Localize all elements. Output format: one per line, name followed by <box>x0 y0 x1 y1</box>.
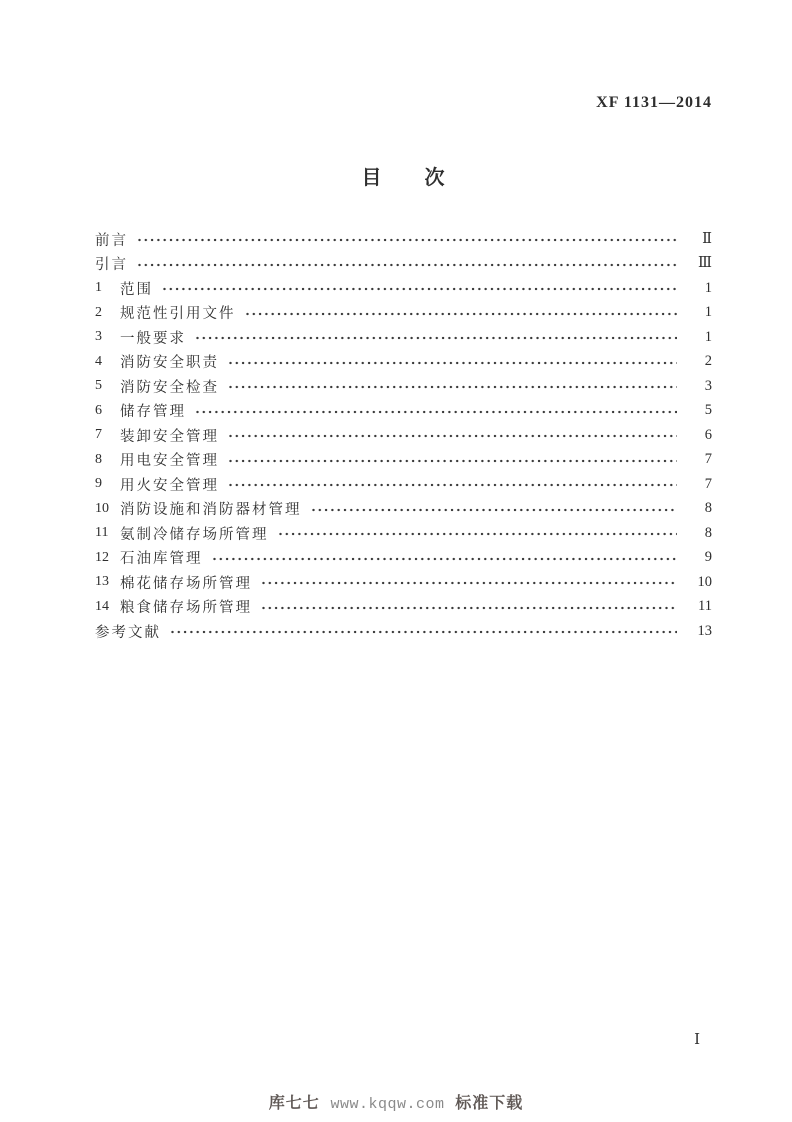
toc-entry-label: 用火安全管理 <box>120 477 219 494</box>
watermark-url: www.kqqw.com <box>330 1096 445 1113</box>
toc-entry-page: 7 <box>704 451 712 468</box>
toc-entry-number: 3 <box>95 329 102 345</box>
toc-entry-page: 7 <box>704 475 712 492</box>
watermark <box>0 1090 792 1113</box>
toc-entry-number: 11 <box>95 525 109 541</box>
toc-list <box>95 227 712 644</box>
dotted-leader <box>138 238 677 242</box>
toc-entry <box>95 472 712 497</box>
toc-entry-label: 储存管理 <box>120 404 186 421</box>
toc-entry-number: 4 <box>95 353 102 369</box>
toc-entry-label: 规范性引用文件 <box>120 306 236 323</box>
toc-entry-label: 装卸安全管理 <box>120 428 219 445</box>
toc-entry <box>95 595 712 620</box>
toc-entry-number: 6 <box>95 402 102 418</box>
toc-entry-label: 引言 <box>95 257 128 274</box>
dotted-leader <box>138 263 677 267</box>
toc-entry-number: 14 <box>95 598 109 614</box>
toc-entry-page: 1 <box>704 279 712 296</box>
toc-entry-page: 8 <box>704 500 712 517</box>
toc-entry-number: 12 <box>95 549 109 565</box>
toc-entry <box>95 301 712 326</box>
toc-entry-number: 13 <box>95 574 109 590</box>
toc-entry-page: Ⅲ <box>698 255 712 272</box>
toc-entry-label: 用电安全管理 <box>120 453 219 470</box>
folio-page-number: Ⅰ <box>694 1032 700 1048</box>
toc-entry <box>95 325 712 350</box>
watermark-site-name: 库七七 <box>268 1095 320 1112</box>
toc-entry-page: 8 <box>704 524 712 541</box>
toc-entry-page: 6 <box>704 426 712 443</box>
toc-entry <box>95 252 712 277</box>
toc-entry-page: 2 <box>704 353 712 370</box>
toc-entry-number: 10 <box>95 500 109 516</box>
dotted-leader <box>171 630 677 634</box>
dotted-leader <box>229 459 677 463</box>
dotted-leader <box>312 508 678 512</box>
dotted-leader <box>196 336 677 340</box>
toc-entry-number: 2 <box>95 304 102 320</box>
toc-entry-label: 前言 <box>95 232 128 249</box>
dotted-leader <box>229 483 677 487</box>
toc-entry-number: 8 <box>95 451 102 467</box>
watermark-suffix: 标准下载 <box>455 1095 524 1112</box>
toc-entry-label: 消防安全检查 <box>120 379 219 396</box>
toc-entry <box>95 497 712 522</box>
toc-entry <box>95 399 712 424</box>
dotted-leader <box>262 581 677 585</box>
dotted-leader <box>229 385 677 389</box>
toc-entry-page: 13 <box>697 622 712 639</box>
dotted-leader <box>196 410 677 414</box>
dotted-leader <box>229 434 677 438</box>
toc-entry <box>95 350 712 375</box>
toc-entry-label: 棉花储存场所管理 <box>120 575 252 592</box>
toc-entry-number: 1 <box>95 280 102 296</box>
page-title: 目 次 <box>361 167 446 189</box>
dotted-leader <box>163 287 677 291</box>
toc-entry-label: 氨制冷储存场所管理 <box>120 526 269 543</box>
toc-entry-page: Ⅱ <box>702 230 712 247</box>
toc-entry <box>95 570 712 595</box>
toc-entry-number: 7 <box>95 427 102 443</box>
toc-entry-label: 范围 <box>120 281 153 298</box>
toc-entry-label: 消防安全职责 <box>120 355 219 372</box>
toc-entry <box>95 546 712 571</box>
dotted-leader <box>229 361 677 365</box>
toc-entry-page: 5 <box>704 402 712 419</box>
toc-entry-page: 3 <box>704 377 712 394</box>
dotted-leader <box>213 557 678 561</box>
toc-entry-label: 消防设施和消防器材管理 <box>120 502 302 519</box>
toc-entry <box>95 521 712 546</box>
toc-entry-number: 5 <box>95 378 102 394</box>
toc-entry <box>95 276 712 301</box>
toc-entry <box>95 619 712 644</box>
toc-entry-label: 粮食储存场所管理 <box>120 600 252 617</box>
dotted-leader <box>279 532 678 536</box>
toc-entry <box>95 448 712 473</box>
standard-code: XF 1131—2014 <box>596 94 712 111</box>
toc-entry <box>95 227 712 252</box>
toc-entry <box>95 374 712 399</box>
toc-entry-label: 石油库管理 <box>120 551 203 568</box>
toc-entry-number: 9 <box>95 476 102 492</box>
toc-entry-page: 10 <box>697 573 712 590</box>
toc-entry-page: 1 <box>704 304 712 321</box>
toc-entry-label: 参考文献 <box>95 624 161 641</box>
toc-entry-page: 11 <box>698 598 712 615</box>
toc-entry-page: 9 <box>704 549 712 566</box>
toc-entry-page: 1 <box>704 328 712 345</box>
toc-entry <box>95 423 712 448</box>
dotted-leader <box>262 606 677 610</box>
toc-entry-label: 一般要求 <box>120 330 186 347</box>
dotted-leader <box>246 312 678 316</box>
